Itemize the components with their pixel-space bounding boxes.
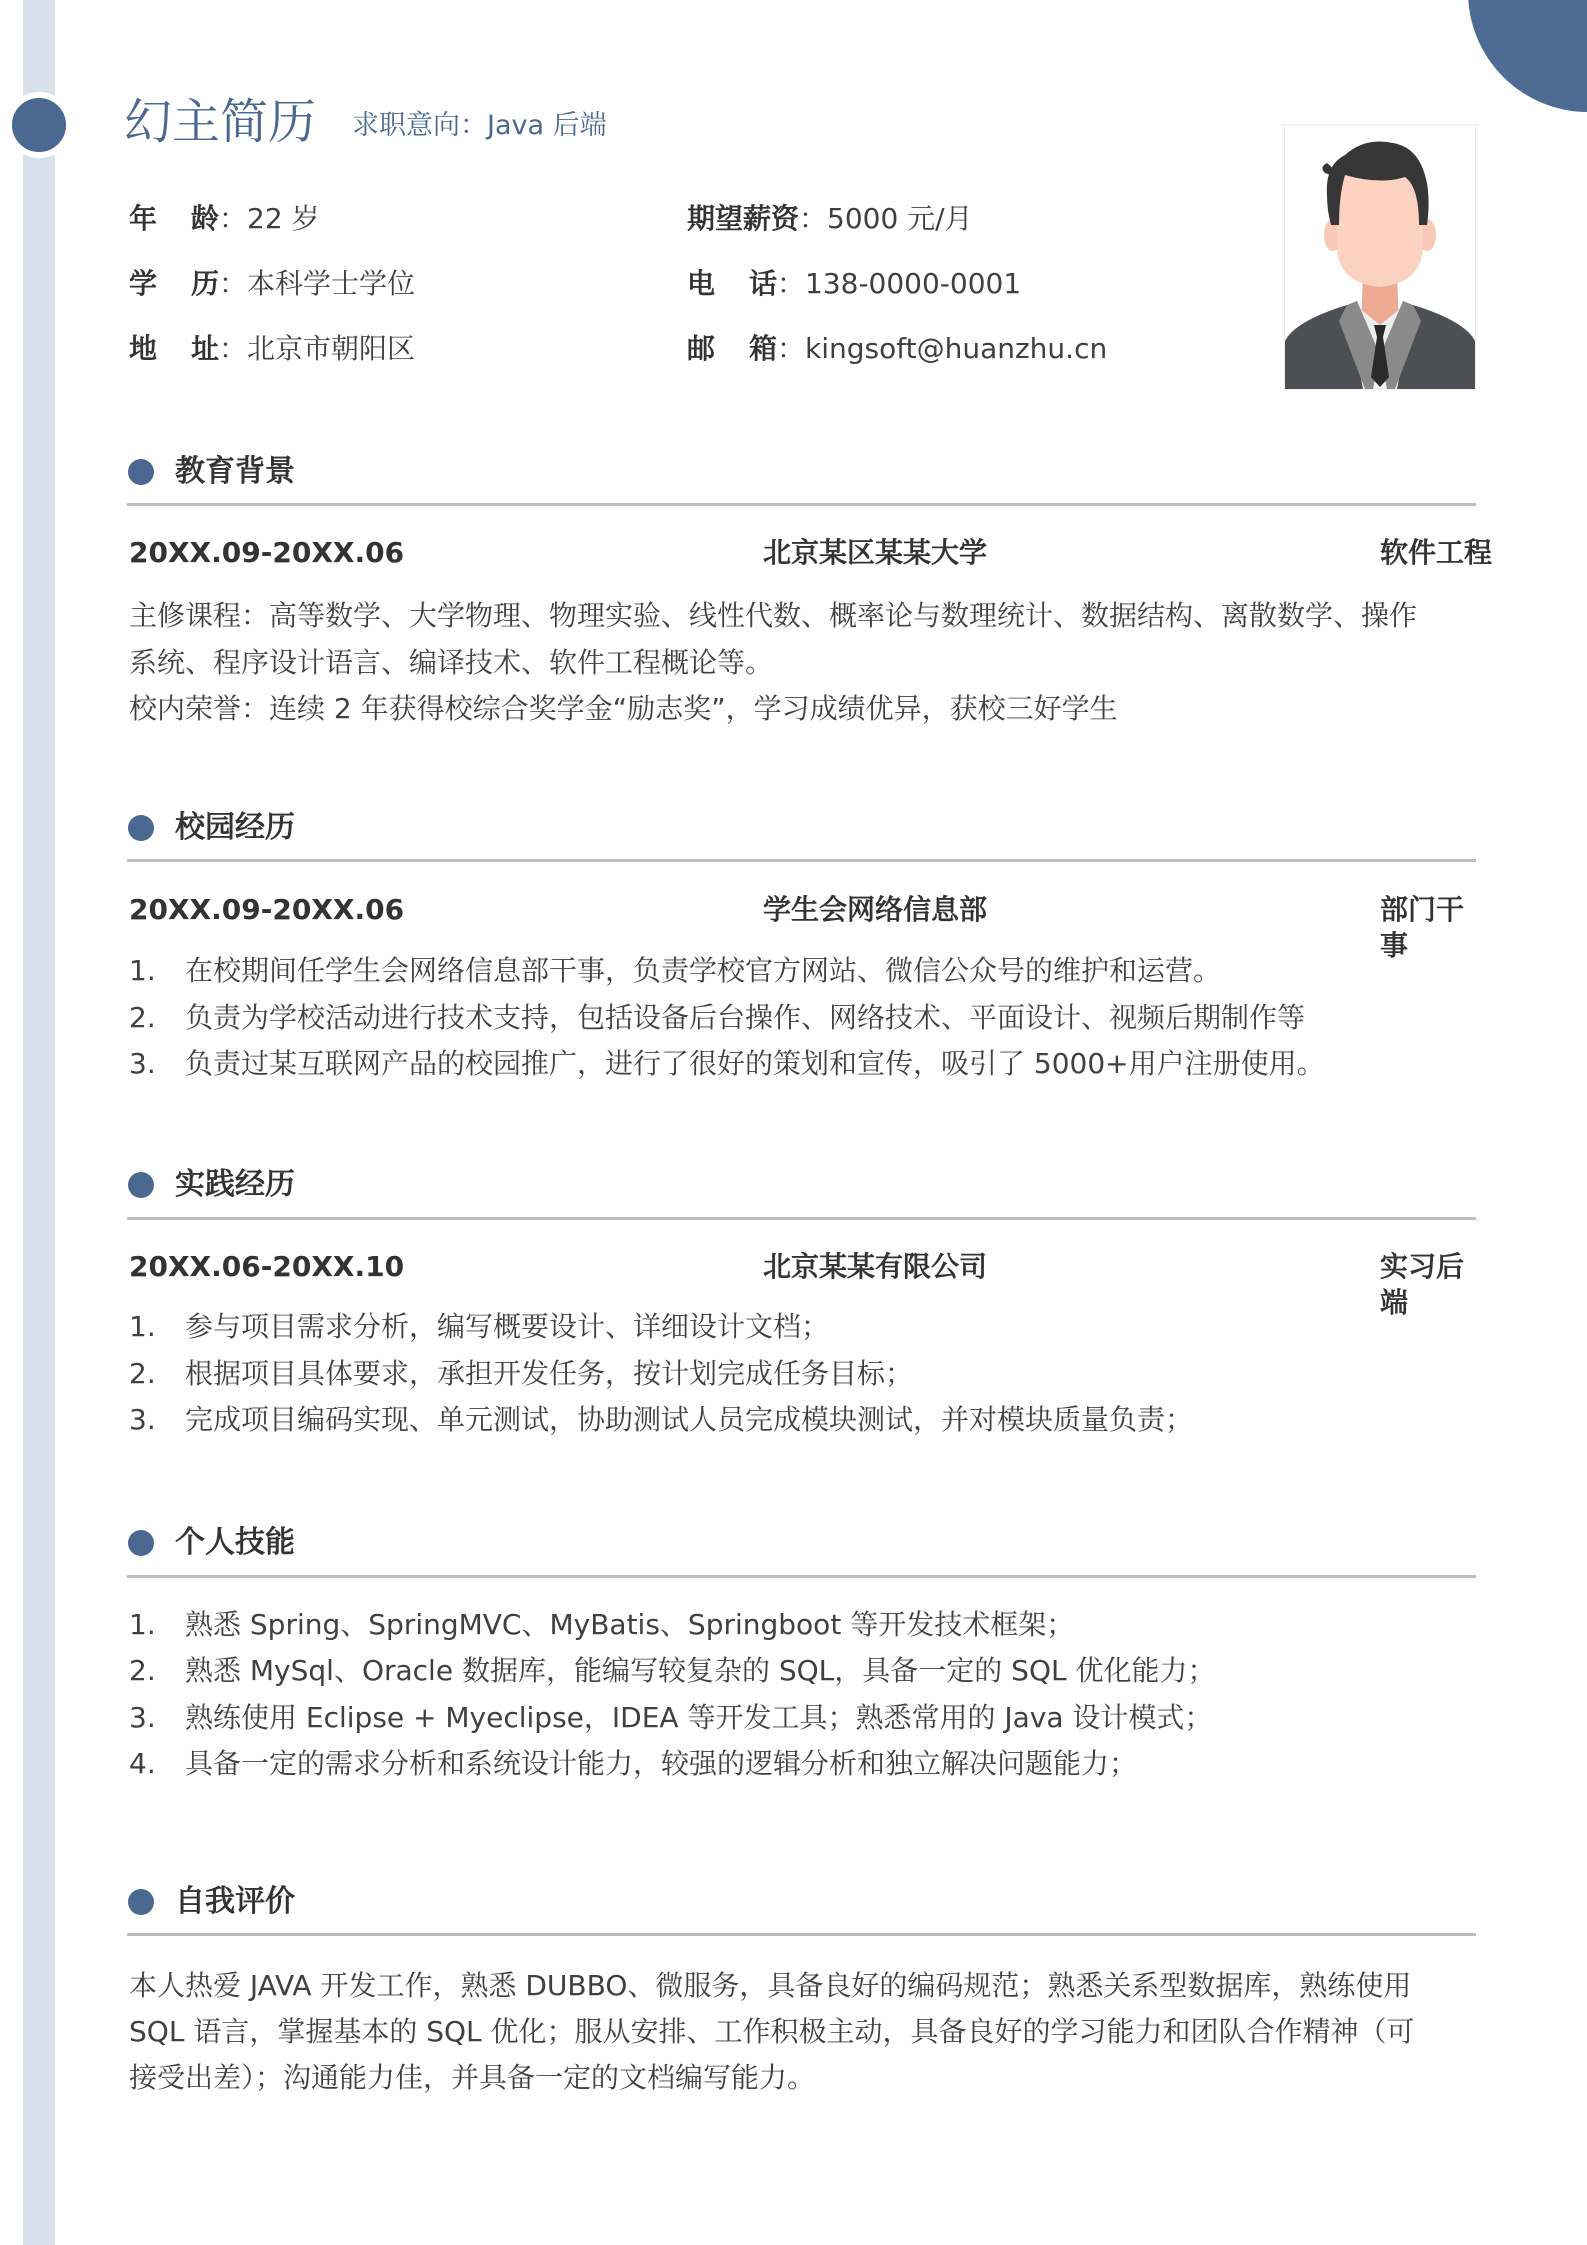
corner-decoration — [1468, 0, 1587, 112]
resume-title: 幻主简历 — [124, 94, 317, 150]
list-item: 在校期间任学生会网络信息部干事，负责学校官方网站、微信公众号的维护和运营。 — [185, 954, 1222, 987]
section-divider — [127, 859, 1476, 862]
section-bullet-icon — [128, 815, 154, 841]
list-item: 完成项目编码实现、单元测试，协助测试人员完成模块测试，并对模块质量负责； — [185, 1403, 1194, 1436]
list-item-number: 1. — [129, 954, 156, 987]
section-divider — [127, 1933, 1476, 1936]
list-item-number: 3. — [129, 1701, 156, 1734]
list-item: 熟悉 MySql、Oracle 数据库，能编写较复杂的 SQL，具备一定的 SQL 优化能力； — [185, 1654, 1216, 1687]
education-honors: 校内荣誉：连续 2 年获得校综合奖学金“励志奖”，学习成绩优异，获校三好学生 — [129, 692, 1118, 725]
list-item-number: 2. — [129, 1654, 156, 1687]
section-bullet-icon — [128, 1530, 154, 1556]
education-school: 北京某区某某大学 — [763, 536, 988, 569]
info-age: 年 龄 ：22 岁 — [129, 202, 320, 235]
self-evaluation-line-2: SQL 语言，掌握基本的 SQL 优化；服从安排、工作积极主动，具备良好的学习能力和团队合作精神（可 — [129, 2015, 1415, 2048]
info-email: 邮 箱 ：kingsoft@huanzhu.cn — [687, 332, 1108, 365]
info-salary: 期望薪资：5000 元/月 — [687, 202, 973, 235]
self-evaluation-line-1: 本人热爱 JAVA 开发工作，熟悉 DUBBO、微服务，具备良好的编码规范；熟悉关系型数据库，熟练使用 — [129, 1969, 1412, 2002]
section-divider — [127, 1575, 1476, 1578]
list-item: 熟悉 Spring、SpringMVC、MyBatis、Springboot 等开发技术框架； — [185, 1608, 1075, 1641]
practice-role: 实习后端 — [1380, 1250, 1465, 1319]
info-phone: 电 话 ：138-0000-0001 — [687, 267, 1022, 300]
education-major: 软件工程 — [1380, 536, 1493, 569]
list-item: 具备一定的需求分析和系统设计能力，较强的逻辑分析和独立解决问题能力； — [185, 1747, 1138, 1780]
section-title-self-evaluation: 自我评价 — [175, 1884, 295, 1919]
education-courses-line-2: 系统、程序设计语言、编译技术、软件工程概论等。 — [129, 646, 774, 679]
profile-photo — [1284, 124, 1476, 390]
left-decorative-bar — [23, 0, 55, 2245]
list-item-number: 3. — [129, 1403, 156, 1436]
list-item-number: 1. — [129, 1608, 156, 1641]
avatar-icon — [1285, 125, 1475, 389]
section-divider — [127, 1217, 1476, 1220]
list-item-number: 3. — [129, 1047, 156, 1080]
list-item: 根据项目具体要求，承担开发任务，按计划完成任务目标； — [185, 1357, 914, 1390]
campus-date: 20XX.09-20XX.06 — [129, 893, 405, 926]
info-address: 地 址 ：北京市朝阳区 — [129, 332, 416, 365]
section-title-campus: 校园经历 — [175, 810, 295, 845]
list-item-number: 2. — [129, 1357, 156, 1390]
section-title-practice: 实践经历 — [175, 1167, 295, 1202]
list-item-number: 2. — [129, 1001, 156, 1034]
list-item-number: 1. — [129, 1310, 156, 1343]
campus-role: 部门干事 — [1380, 893, 1465, 962]
section-title-education: 教育背景 — [175, 454, 295, 489]
list-item: 负责过某互联网产品的校园推广，进行了很好的策划和宣传，吸引了 5000+用户注册使用。 — [185, 1047, 1325, 1080]
education-date: 20XX.09-20XX.06 — [129, 536, 405, 569]
practice-company: 北京某某有限公司 — [763, 1250, 988, 1283]
section-bullet-icon — [128, 1889, 154, 1915]
header-circle-marker — [6, 92, 72, 158]
section-bullet-icon — [128, 1172, 154, 1198]
self-evaluation-line-3: 接受出差）；沟通能力佳，并具备一定的文档编写能力。 — [129, 2061, 816, 2094]
info-education: 学 历 ：本科学士学位 — [129, 267, 416, 300]
list-item: 熟练使用 Eclipse + Myeclipse，IDEA 等开发工具；熟悉常用的 Java 设计模式； — [185, 1701, 1213, 1734]
education-courses-line-1: 主修课程：高等数学、大学物理、物理实验、线性代数、概率论与数理统计、数据结构、离散数学、操作 — [129, 599, 1418, 632]
job-intention: 求职意向：Java 后端 — [352, 110, 607, 141]
list-item: 负责为学校活动进行技术支持，包括设备后台操作、网络技术、平面设计、视频后期制作等 — [185, 1001, 1306, 1034]
list-item-number: 4. — [129, 1747, 156, 1780]
practice-date: 20XX.06-20XX.10 — [129, 1250, 405, 1283]
campus-org: 学生会网络信息部 — [763, 893, 988, 926]
section-divider — [127, 503, 1476, 506]
list-item: 参与项目需求分析，编写概要设计、详细设计文档； — [185, 1310, 830, 1343]
section-title-skills: 个人技能 — [175, 1525, 295, 1560]
section-bullet-icon — [128, 459, 154, 485]
